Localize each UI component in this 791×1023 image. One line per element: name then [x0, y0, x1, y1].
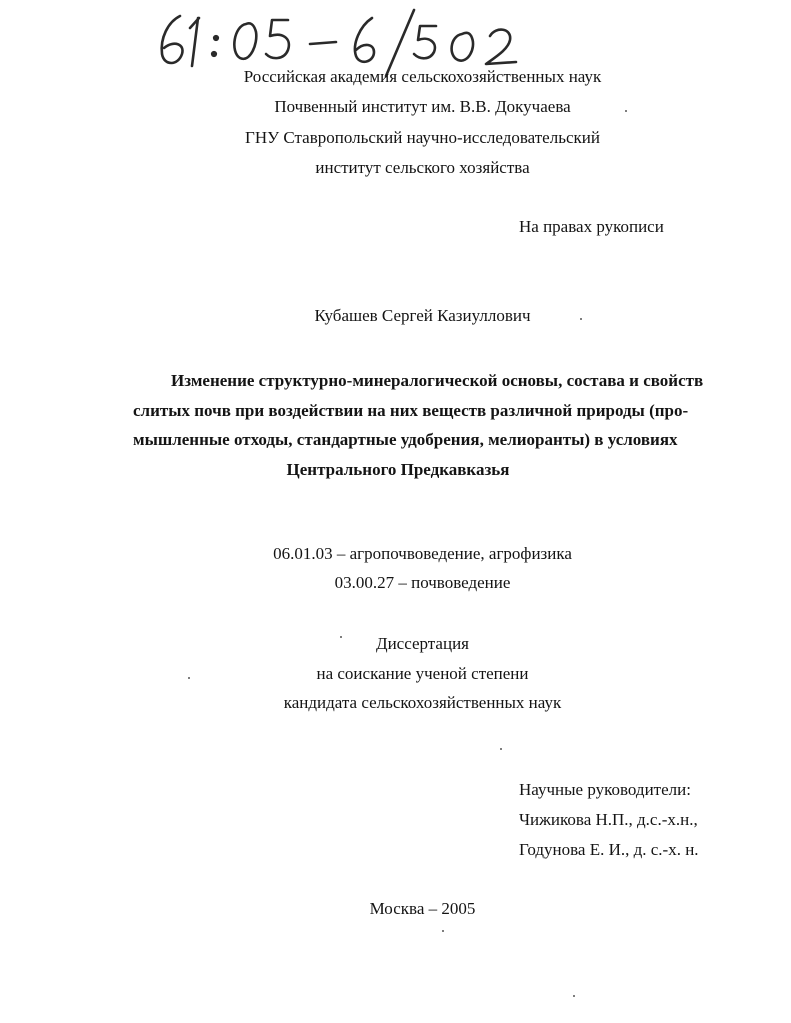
scan-speck: [500, 748, 502, 750]
scan-speck: [340, 636, 342, 638]
research-institute-line2: институт сельского хозяйства: [315, 158, 530, 177]
dissertation-label: Диссертация: [375, 634, 469, 653]
degree-name: кандидата сельскохозяйственных наук: [283, 693, 562, 712]
degree-purpose: на соискание ученой степени: [316, 664, 529, 683]
specialty-1: 06.01.03 – агропочвоведение, агрофизика: [273, 544, 572, 563]
scan-speck: [625, 110, 627, 112]
title-line-4: Центрального Предкавказья: [286, 459, 510, 479]
scan-speck: [188, 677, 190, 679]
supervisors-heading: Научные руководители:: [519, 780, 691, 799]
research-institute-line1: ГНУ Ставропольский научно-исследовательский: [245, 128, 600, 147]
specialty-2: 03.00.27 – почвоведение: [334, 573, 511, 592]
supervisor-2: Годунова Е. И., д. с.-х. н.: [519, 840, 699, 859]
title-line-2: слитых почв при воздействии на них веществ различной природы (про-: [133, 400, 689, 420]
title-line-1: Изменение структурно-минералогической основы, состава и свойств: [171, 371, 704, 390]
academy-name: Российская академия сельскохозяйственных наук: [243, 67, 602, 86]
scan-speck: [442, 930, 444, 932]
title-line-3: мышленные отходы, стандартные удобрения, мелиоранты) в условиях: [133, 430, 678, 449]
scan-speck: [580, 318, 582, 320]
dissertation-title: [133, 366, 723, 484]
author-name: Кубашев Сергей Казиуллович: [314, 306, 531, 325]
supervisor-1: Чижикова Н.П., д.с.-х.н.,: [519, 810, 698, 829]
scan-speck: [573, 995, 575, 997]
manuscript-rights: На правах рукописи: [519, 217, 664, 236]
city-year: Москва – 2005: [369, 899, 476, 918]
institute-name: Почвенный институт им. В.В. Докучаева: [274, 97, 571, 116]
